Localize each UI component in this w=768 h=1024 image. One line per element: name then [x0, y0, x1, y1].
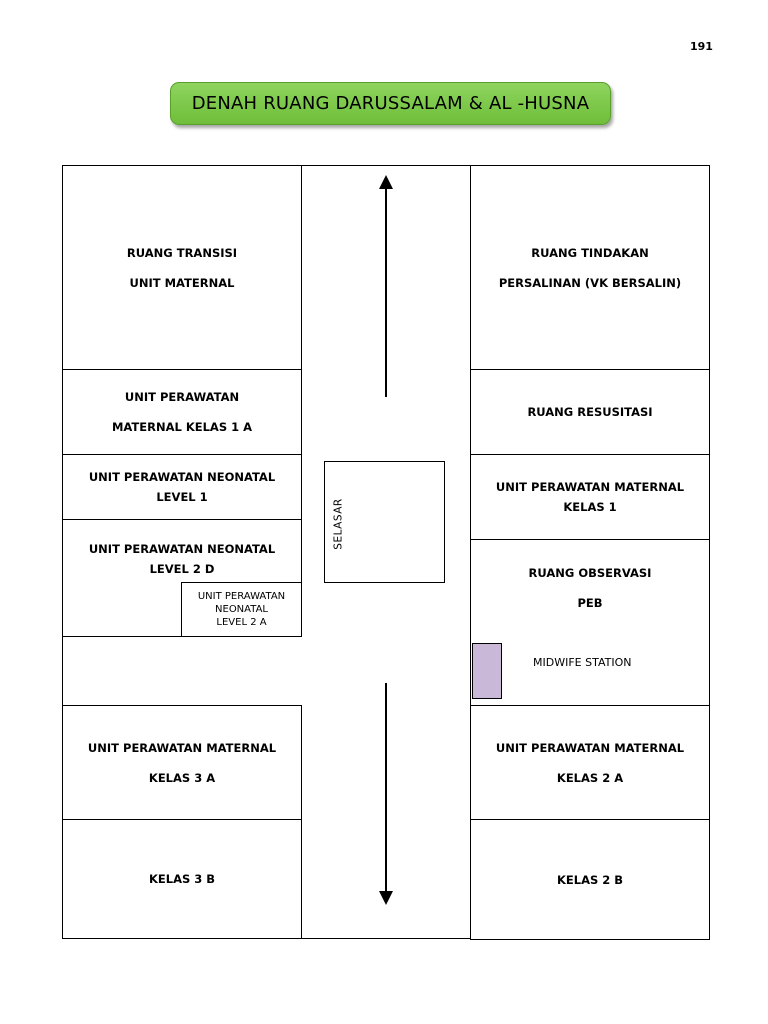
room-label: RUANG TINDAKAN [531, 245, 649, 260]
room-label: UNIT PERAWATAN NEONATAL [88, 542, 276, 556]
room-label: PEB [577, 596, 603, 610]
room-label: KELAS 2 A [556, 770, 624, 785]
room-label: UNIT PERAWATAN [197, 591, 286, 602]
room-label: UNIT PERAWATAN MATERNAL [495, 740, 685, 755]
midwife-station-label: MIDWIFE STATION [533, 656, 632, 669]
room-label: UNIT PERAWATAN MATERNAL [87, 740, 277, 755]
title-text: DENAH RUANG DARUSSALAM & AL -HUSNA [191, 93, 590, 114]
room-label: RUANG OBSERVASI [528, 566, 652, 580]
room-label: UNIT PERAWATAN [124, 390, 240, 404]
room-label: UNIT PERAWATAN NEONATAL [88, 470, 276, 484]
room-label: UNIT PERAWATAN MATERNAL [495, 480, 685, 494]
room-label: UNIT MATERNAL [129, 275, 235, 290]
selasar-text: SELASAR [333, 498, 346, 550]
page-number: 191 [690, 40, 713, 53]
room-label: LEVEL 2 D [149, 562, 215, 576]
room-label: KELAS 3 A [148, 770, 216, 785]
room-label: LEVEL 1 [156, 490, 208, 504]
room-label: LEVEL 2 A [216, 617, 267, 628]
room-label: RUANG TRANSISI [126, 245, 238, 260]
room-label: KELAS 3 B [148, 872, 216, 886]
room-label: PERSALINAN (VK BERSALIN) [498, 275, 682, 290]
room-label: RUANG RESUSITASI [527, 405, 653, 419]
room-label: KELAS 1 [563, 500, 617, 514]
room-label: KELAS 2 B [556, 872, 624, 887]
room-label: MATERNAL KELAS 1 A [111, 420, 253, 434]
room-label: NEONATAL [215, 604, 268, 615]
